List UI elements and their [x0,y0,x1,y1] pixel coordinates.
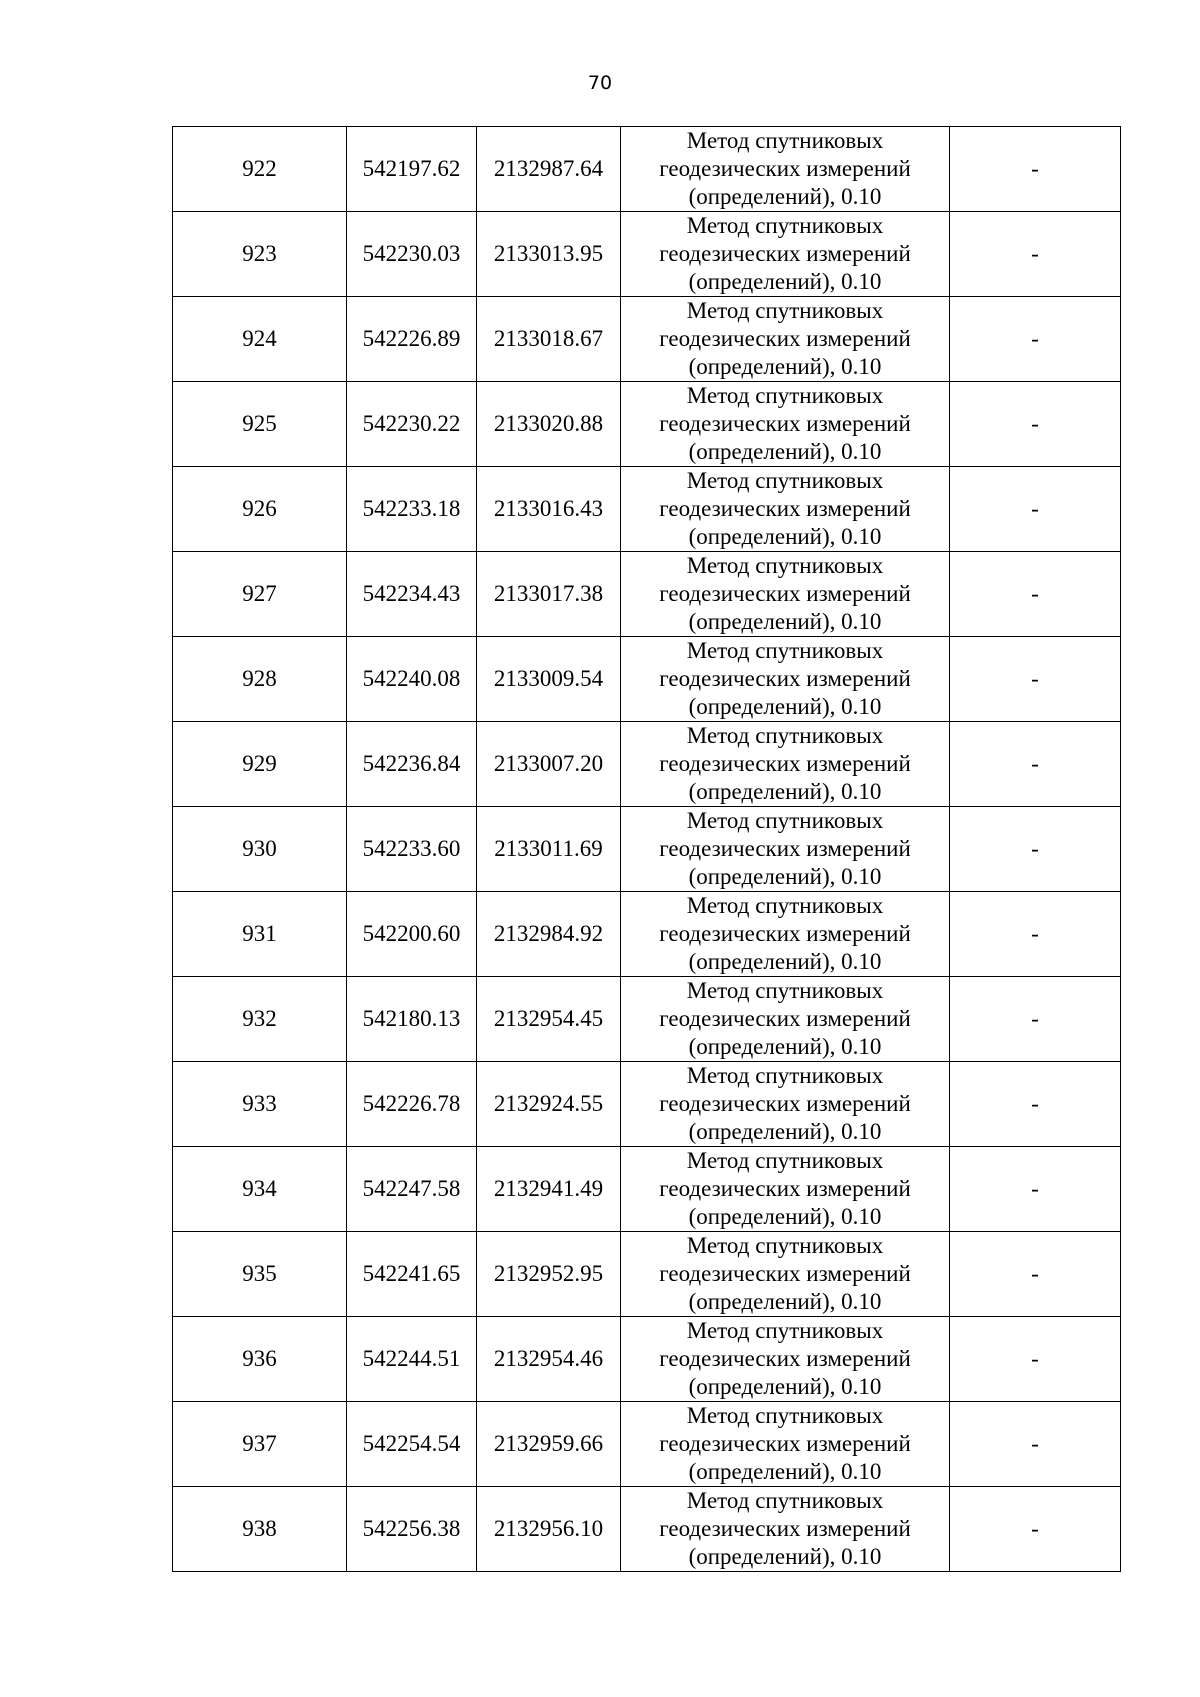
note-cell: - [950,722,1121,807]
point-number-cell: 938 [173,1487,347,1572]
method-text-line: Метод спутниковых [686,723,884,748]
table-row [173,1487,1121,1572]
table-row [173,382,1121,467]
x-coordinate-cell: 542226.89 [347,297,477,382]
method-cell [621,127,950,212]
method-text-line: (определений), 0.10 [688,184,882,209]
method-text-line: Метод спутниковых [686,298,884,323]
y-coordinate-cell: 2133009.54 [477,637,621,722]
table-row [173,467,1121,552]
x-coordinate-cell: 542233.60 [347,807,477,892]
method-text-line: Метод спутниковых [686,1148,884,1173]
note-cell: - [950,212,1121,297]
point-number-cell: 936 [173,1317,347,1402]
y-coordinate-cell: 2133016.43 [477,467,621,552]
y-coordinate-cell: 2132924.55 [477,1062,621,1147]
x-coordinate-cell: 542230.03 [347,212,477,297]
method-text-line: (определений), 0.10 [688,524,882,549]
method-text-line: (определений), 0.10 [688,1544,882,1569]
note-cell: - [950,297,1121,382]
y-coordinate-cell: 2133018.67 [477,297,621,382]
method-text-line: Метод спутниковых [686,213,884,238]
note-cell: - [950,1317,1121,1402]
y-coordinate-cell: 2132954.46 [477,1317,621,1402]
point-number-cell: 933 [173,1062,347,1147]
method-text-line: Метод спутниковых [686,383,884,408]
method-text-line: Метод спутниковых [686,1488,884,1513]
table-row [173,1232,1121,1317]
method-text-line: геодезических измерений [659,496,911,521]
point-number-cell: 937 [173,1402,347,1487]
method-cell [621,467,950,552]
method-text-line: (определений), 0.10 [688,1459,882,1484]
table-row [173,1062,1121,1147]
note-cell: - [950,127,1121,212]
note-cell: - [950,1402,1121,1487]
method-text-line: геодезических измерений [659,156,911,181]
y-coordinate-cell: 2132954.45 [477,977,621,1062]
method-text-line: Метод спутниковых [686,1318,884,1343]
note-cell: - [950,1147,1121,1232]
method-text-line: геодезических измерений [659,581,911,606]
point-number-cell: 931 [173,892,347,977]
method-text-line: геодезических измерений [659,411,911,436]
method-text-line: (определений), 0.10 [688,1119,882,1144]
note-cell: - [950,892,1121,977]
method-cell [621,552,950,637]
method-cell [621,637,950,722]
y-coordinate-cell: 2132987.64 [477,127,621,212]
note-cell: - [950,977,1121,1062]
method-text-line: (определений), 0.10 [688,779,882,804]
point-number-cell: 923 [173,212,347,297]
method-cell [621,807,950,892]
method-text-line: геодезических измерений [659,1261,911,1286]
method-cell [621,892,950,977]
x-coordinate-cell: 542233.18 [347,467,477,552]
point-number-cell: 928 [173,637,347,722]
method-text-line: (определений), 0.10 [688,354,882,379]
x-coordinate-cell: 542236.84 [347,722,477,807]
table-row [173,552,1121,637]
table-row [173,127,1121,212]
method-text-line: (определений), 0.10 [688,269,882,294]
method-text-line: (определений), 0.10 [688,694,882,719]
method-text-line: геодезических измерений [659,326,911,351]
method-text-line: Метод спутниковых [686,553,884,578]
x-coordinate-cell: 542244.51 [347,1317,477,1402]
method-text-line: (определений), 0.10 [688,949,882,974]
page-number: 70 [587,72,613,94]
point-number-cell: 934 [173,1147,347,1232]
note-cell: - [950,637,1121,722]
method-text-line: геодезических измерений [659,1431,911,1456]
method-text-line: геодезических измерений [659,1091,911,1116]
method-cell [621,1062,950,1147]
y-coordinate-cell: 2133017.38 [477,552,621,637]
method-cell [621,1487,950,1572]
y-coordinate-cell: 2132941.49 [477,1147,621,1232]
method-text-line: геодезических измерений [659,666,911,691]
y-coordinate-cell: 2132956.10 [477,1487,621,1572]
note-cell: - [950,807,1121,892]
table-row [173,722,1121,807]
method-text-line: геодезических измерений [659,1516,911,1541]
method-text-line: Метод спутниковых [686,128,884,153]
method-cell [621,212,950,297]
method-cell [621,977,950,1062]
table-row [173,637,1121,722]
table-row [173,212,1121,297]
x-coordinate-cell: 542180.13 [347,977,477,1062]
method-cell [621,1317,950,1402]
x-coordinate-cell: 542226.78 [347,1062,477,1147]
method-text-line: (определений), 0.10 [688,1289,882,1314]
method-cell [621,297,950,382]
coordinates-table [172,126,1121,1572]
x-coordinate-cell: 542197.62 [347,127,477,212]
method-text-line: Метод спутниковых [686,468,884,493]
method-text-line: геодезических измерений [659,751,911,776]
note-cell: - [950,467,1121,552]
y-coordinate-cell: 2133013.95 [477,212,621,297]
y-coordinate-cell: 2133007.20 [477,722,621,807]
method-text-line: (определений), 0.10 [688,609,882,634]
method-text-line: геодезических измерений [659,241,911,266]
method-text-line: (определений), 0.10 [688,1204,882,1229]
y-coordinate-cell: 2132984.92 [477,892,621,977]
method-text-line: Метод спутниковых [686,638,884,663]
note-cell: - [950,1487,1121,1572]
method-cell [621,382,950,467]
point-number-cell: 929 [173,722,347,807]
table-row [173,977,1121,1062]
table-row [173,1402,1121,1487]
note-cell: - [950,552,1121,637]
point-number-cell: 925 [173,382,347,467]
method-cell [621,1232,950,1317]
point-number-cell: 924 [173,297,347,382]
x-coordinate-cell: 542247.58 [347,1147,477,1232]
x-coordinate-cell: 542230.22 [347,382,477,467]
table-row [173,892,1121,977]
table-row [173,297,1121,382]
method-text-line: Метод спутниковых [686,893,884,918]
note-cell: - [950,382,1121,467]
x-coordinate-cell: 542234.43 [347,552,477,637]
method-text-line: (определений), 0.10 [688,1374,882,1399]
table-body [173,127,1121,1572]
note-cell: - [950,1232,1121,1317]
method-text-line: (определений), 0.10 [688,439,882,464]
method-text-line: геодезических измерений [659,836,911,861]
y-coordinate-cell: 2132959.66 [477,1402,621,1487]
method-text-line: Метод спутниковых [686,978,884,1003]
table-row [173,1147,1121,1232]
method-cell [621,1402,950,1487]
point-number-cell: 935 [173,1232,347,1317]
point-number-cell: 927 [173,552,347,637]
x-coordinate-cell: 542254.54 [347,1402,477,1487]
table-row [173,807,1121,892]
x-coordinate-cell: 542241.65 [347,1232,477,1317]
x-coordinate-cell: 542200.60 [347,892,477,977]
method-text-line: Метод спутниковых [686,808,884,833]
y-coordinate-cell: 2133020.88 [477,382,621,467]
point-number-cell: 930 [173,807,347,892]
method-text-line: Метод спутниковых [686,1233,884,1258]
y-coordinate-cell: 2132952.95 [477,1232,621,1317]
method-text-line: геодезических измерений [659,921,911,946]
point-number-cell: 926 [173,467,347,552]
method-text-line: Метод спутниковых [686,1063,884,1088]
table-row [173,1317,1121,1402]
method-text-line: геодезических измерений [659,1176,911,1201]
method-cell [621,722,950,807]
method-cell [621,1147,950,1232]
x-coordinate-cell: 542240.08 [347,637,477,722]
method-text-line: Метод спутниковых [686,1403,884,1428]
point-number-cell: 922 [173,127,347,212]
method-text-line: (определений), 0.10 [688,1034,882,1059]
method-text-line: геодезических измерений [659,1346,911,1371]
point-number-cell: 932 [173,977,347,1062]
method-text-line: геодезических измерений [659,1006,911,1031]
x-coordinate-cell: 542256.38 [347,1487,477,1572]
y-coordinate-cell: 2133011.69 [477,807,621,892]
method-text-line: (определений), 0.10 [688,864,882,889]
note-cell: - [950,1062,1121,1147]
